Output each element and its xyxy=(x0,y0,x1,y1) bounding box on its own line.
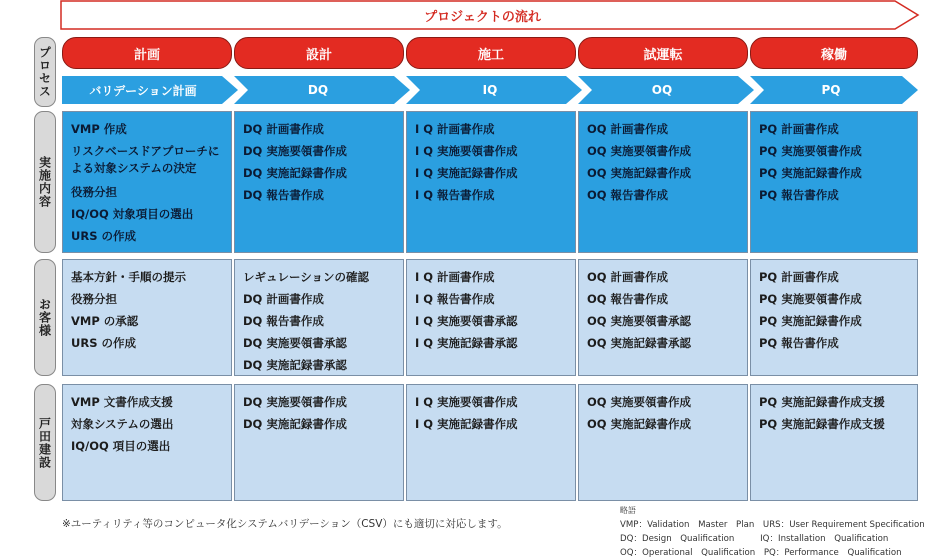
implementation-cell-pq xyxy=(750,111,918,253)
list-item: IQ/OQ 項目の選出 xyxy=(71,439,171,453)
implementation-cell-plan xyxy=(62,111,232,253)
customer-cell-plan xyxy=(62,259,232,376)
list-item: PQ 実施記録書作成 xyxy=(759,314,862,328)
list-item: DQ 計画書作成 xyxy=(243,292,324,306)
customer-cell-oq xyxy=(578,259,748,376)
customer-cell-iq xyxy=(406,259,576,376)
legend-line: VMP：Validation Master Plan URS：User Requirement Specification xyxy=(620,520,925,530)
list-item: I Q 報告書作成 xyxy=(415,292,495,306)
toda-cell-dq xyxy=(234,384,404,501)
customer-cell-dq xyxy=(234,259,404,376)
list-item: IQ/OQ 対象項目の選出 xyxy=(71,207,194,221)
list-item: I Q 計画書作成 xyxy=(415,122,495,136)
phase-operation: 稼働 xyxy=(750,37,918,69)
toda-cell-iq xyxy=(406,384,576,501)
toda-cell-plan xyxy=(62,384,232,501)
validation-label-pq: PQ xyxy=(821,83,841,97)
list-item: OQ 計画書作成 xyxy=(587,270,669,284)
list-item: DQ 実施記録書作成 xyxy=(243,166,347,180)
list-item: レギュレーションの確認 xyxy=(243,270,370,284)
list-item: DQ 計画書作成 xyxy=(243,122,324,136)
list-item: DQ 実施要領書承認 xyxy=(243,336,347,350)
list-item: PQ 実施記録書作成支援 xyxy=(759,395,885,409)
list-item: OQ 計画書作成 xyxy=(587,122,669,136)
list-item: PQ 実施記録書作成支援 xyxy=(759,417,885,431)
row-header-toda-label: 戸田建設 xyxy=(37,416,52,469)
list-item: I Q 実施要領書作成 xyxy=(415,395,518,409)
phase-construction: 施工 xyxy=(406,37,576,69)
list-item: DQ 実施要領書作成 xyxy=(243,144,347,158)
footer-note: ※ユーティリティ等のコンピュータ化システムバリデーション（CSV）にも適切に対応します。 xyxy=(62,518,508,530)
row-header-toda xyxy=(34,384,56,501)
list-item: PQ 報告書作成 xyxy=(759,336,839,350)
project-flow-label: プロジェクトの流れ xyxy=(424,9,541,25)
list-item: OQ 報告書作成 xyxy=(587,188,669,202)
toda-cell-pq xyxy=(750,384,918,501)
list-item: OQ 実施要領書作成 xyxy=(587,395,692,409)
list-item: DQ 実施要領書作成 xyxy=(243,395,347,409)
list-item: VMP の承認 xyxy=(71,314,139,328)
legend-line: DQ：Design Qualification IQ：Installation Qualification xyxy=(620,534,889,544)
row-header-implementation-label: 実施内容 xyxy=(37,156,52,208)
list-item: OQ 実施記録書承認 xyxy=(587,336,692,350)
list-item: VMP 作成 xyxy=(71,122,127,136)
list-item: PQ 計画書作成 xyxy=(759,122,839,136)
list-item: 役務分担 xyxy=(71,292,117,306)
customer-cell-pq xyxy=(750,259,918,376)
list-item: DQ 実施記録書承認 xyxy=(243,358,347,372)
legend-line: OQ：Operational Qualification PQ：Performance Qualification xyxy=(620,548,902,558)
list-item: I Q 計画書作成 xyxy=(415,270,495,284)
list-item: PQ 報告書作成 xyxy=(759,188,839,202)
list-item: I Q 実施記録書作成 xyxy=(415,166,518,180)
implementation-cell-iq xyxy=(406,111,576,253)
phase-design: 設計 xyxy=(234,37,404,69)
phase-plan: 計画 xyxy=(62,37,232,69)
list-item: OQ 実施要領書作成 xyxy=(587,144,692,158)
row-header-process-label: プロセス xyxy=(37,46,52,98)
list-item: URS の作成 xyxy=(71,229,136,243)
legend-title: 略語 xyxy=(620,506,636,515)
list-item: I Q 実施要領書承認 xyxy=(415,314,518,328)
list-item: DQ 実施記録書作成 xyxy=(243,417,347,431)
list-item: リスクベースドアプローチによる対象システムの決定 xyxy=(71,144,220,175)
list-item: OQ 実施記録書作成 xyxy=(587,166,692,180)
list-item: PQ 実施要領書作成 xyxy=(759,292,862,306)
toda-cell-oq xyxy=(578,384,748,501)
validation-label-oq: OQ xyxy=(651,83,673,97)
implementation-cell-dq xyxy=(234,111,404,253)
validation-label-plan: バリデーション計画 xyxy=(89,83,197,98)
row-header-customer xyxy=(34,259,56,376)
list-item: PQ 計画書作成 xyxy=(759,270,839,284)
list-item: DQ 報告書作成 xyxy=(243,314,324,328)
list-item: 基本方針・手順の提示 xyxy=(71,270,186,284)
row-header-customer-label: お客様 xyxy=(37,298,52,337)
list-item: 役務分担 xyxy=(71,185,117,199)
row-header-implementation xyxy=(34,111,56,253)
list-item: PQ 実施記録書作成 xyxy=(759,166,862,180)
list-item: OQ 実施記録書作成 xyxy=(587,417,692,431)
implementation-cell-oq xyxy=(578,111,748,253)
list-item: DQ 報告書作成 xyxy=(243,188,324,202)
validation-label-iq: IQ xyxy=(482,83,498,97)
list-item: OQ 報告書作成 xyxy=(587,292,669,306)
list-item: OQ 実施要領書承認 xyxy=(587,314,692,328)
list-item: I Q 実施記録書作成 xyxy=(415,417,518,431)
list-item: PQ 実施要領書作成 xyxy=(759,144,862,158)
list-item: VMP 文書作成支援 xyxy=(71,395,173,409)
phase-trial-run: 試運転 xyxy=(578,37,748,69)
row-header-process xyxy=(34,37,56,107)
list-item: I Q 実施要領書作成 xyxy=(415,144,518,158)
list-item: 対象システムの選出 xyxy=(71,417,174,431)
list-item: I Q 報告書作成 xyxy=(415,188,495,202)
validation-label-dq: DQ xyxy=(307,83,329,97)
list-item: I Q 実施記録書承認 xyxy=(415,336,518,350)
list-item: URS の作成 xyxy=(71,336,136,350)
